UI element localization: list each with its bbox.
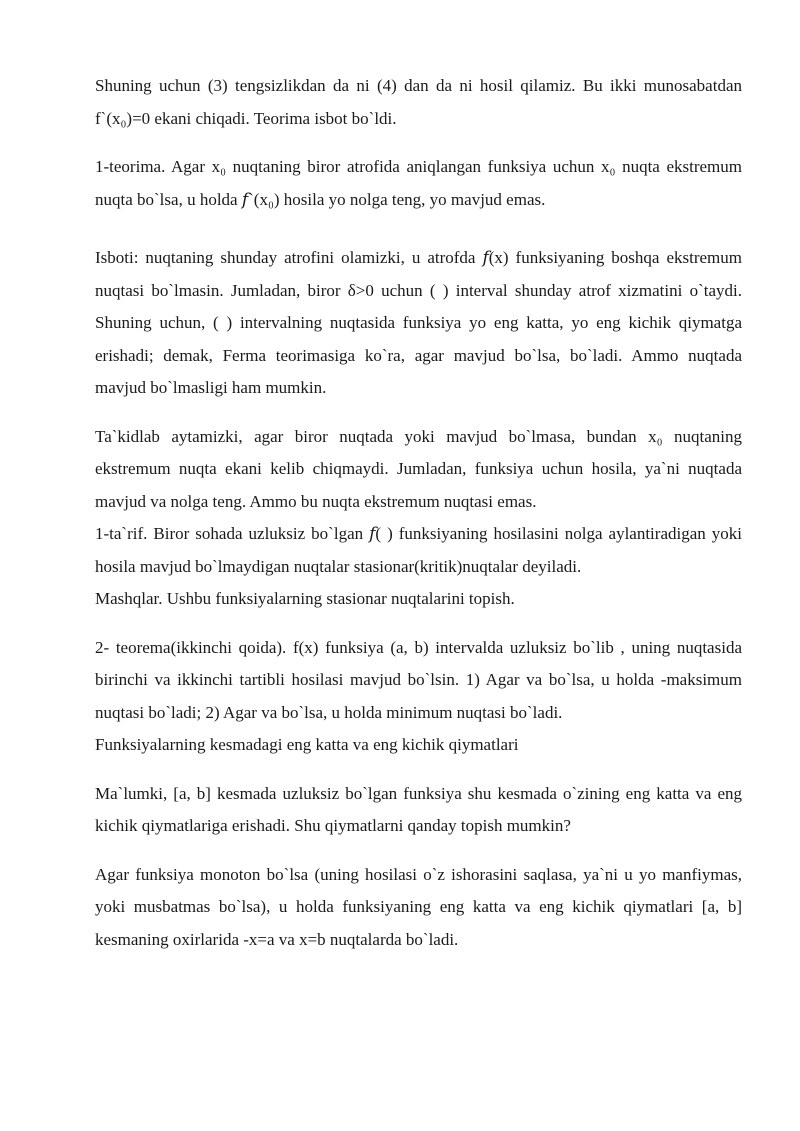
paragraph-proof-conclusion: Shuning uchun (3) tengsizlikdan da ni (4) dan da ni hosil qilamiz. Bu ikki munosabatdan f`(x₀)=0 ekani chiqadi. Teorima isbot bo`ldi. [95,76,742,128]
section-heading: Funksiyalarning kesmadagi eng katta va eng kichik qiymatlari [95,735,519,754]
paragraph-theorem-2: 2- teorema(ikkinchi qoida). f(x) funksiya (a, b) intervalda uzluksiz bo`lib , uning nuqtasida birinchi va ikkinchi tartibli hosilasi mavjud bo`lsin. 1) Agar va bo`lsa, u holda -maksimum nuqtasi bo`ladi; 2) Agar va bo`lsa, u holda minimum nuqtasi bo`ladi. [95,637,742,722]
paragraph-exercises: Mashqlar. Ushbu funksiyalarning stasionar nuqtalarini topish. [95,589,515,608]
paragraph-known-fact: Ma`lumki, [a, b] kesmada uzluksiz bo`lgan funksiya shu kesmada o`zining eng katta va eng kichik qiymatlariga erishadi. Shu qiymatlarni qanday topish mumkin? [95,783,742,835]
paragraph-monotone: Agar funksiya monoton bo`lsa (uning hosilasi o`z ishorasini saqlasa, ya`ni u yo manfiymas, yoki musbatmas bo`lsa), u holda funksiyaning eng katta va eng kichik qiymatlari [a, b] kesmaning oxirlarida -x=a va x=b nuqtalarda bo`ladi. [95,864,742,949]
document-body [95,70,742,956]
paragraph-definition-1: 1-ta`rif. Biror sohada uzluksiz bo`lgan 𝑓( ) funksiyaning hosilasini nolga aylantiradigan yoki hosila mavjud bo`lmaydigan nuqtalar stasionar(kritik)nuqtalar deyiladi. [95,524,742,576]
paragraph-proof: Isboti: nuqtaning shunday atrofini olamizki, u atrofda 𝑓(x) funksiyaning boshqa ekstremum nuqtasi bo`lmasin. Jumladan, biror δ>0 uchun ( ) interval shunday atrof xizmatini o`taydi. Shuning uchun, ( ) intervalning nuqtasida funksiya yo eng katta, yo eng kichik qiymatga erishadi; demak, Ferma teorimasiga ko`ra, agar mavjud bo`lsa, bo`ladi. Ammo nuqtada mavjud bo`lmasligi ham mumkin. [95,248,742,397]
paragraph-theorem-1: 1-teorima. Agar x₀ nuqtaning biror atrofida aniqlangan funksiya uchun x₀ nuqta ekstremum nuqta bo`lsa, u holda 𝑓`(x₀) hosila yo nolga teng, yo mavjud emas. [95,157,742,209]
paragraph-remark: Ta`kidlab aytamizki, agar biror nuqtada yoki mavjud bo`lmasa, bundan x₀ nuqtaning ekstremum nuqta ekani kelib chiqmaydi. Jumladan, funksiya uchun hosila, ya`ni nuqtada mavjud va nolga teng. Ammo bu nuqta ekstremum nuqtasi emas. [95,426,742,511]
